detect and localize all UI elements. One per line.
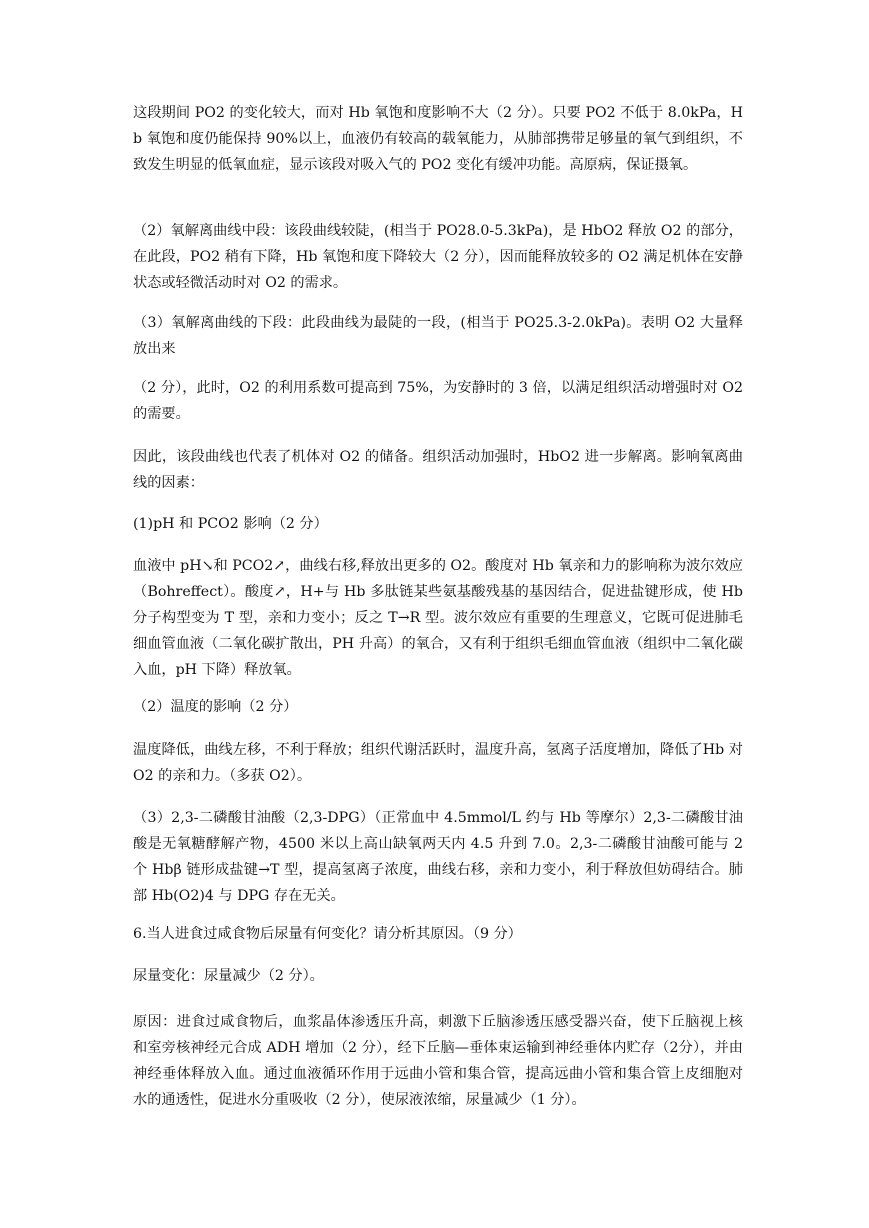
paragraph-oxygen-lower-segment: （3）氧解离曲线的下段：此段曲线为最陡的一段，(相当于 PO25.3-2.0kPa)。表明 O2 大量释放出来 [133,315,743,357]
paragraph-temperature: 温度降低，曲线左移，不利于释放；组织代谢活跃时，温度升高，氢离子活度增加，降低了Hb 对 O2 的亲和力。（多获 O2）。 [133,742,743,784]
paragraph-oxygen-middle-segment: （2）氧解离曲线中段：该段曲线较陡，(相当于 PO28.0-5.3kPa)，是 HbO2 释放 O2 的部分，在此段，PO2 稍有下降，Hb 氧饱和度下降较大（2 分），因而能释放较多的 O2 满足机体在安静状态或轻微活动时对 O2 的需求。 [133,223,743,291]
question-6: 6.当人进食过咸食物后尿量有何变化？请分析其原因。（9 分） [133,926,522,942]
paragraph-oxygen-reserve: 因此，该段曲线也代表了机体对 O2 的储备。组织活动加强时，HbO2 进一步解离。影响氧离曲线的因素： [133,449,743,491]
paragraph-bohr-effect: 血液中 pH↘和 PCO2↗，曲线右移,释放出更多的 O2。酸度对 Hb 氧亲和力的影响称为波尔效应（Bohreffect）。酸度↗，H+与 Hb 多肽链某些氨基酸残基的基因结合，促进盐键形成，使 Hb 分子构型变为 T 型，亲和力变小；反之 T→R 型。波尔效应有重要的生理意义，它既可促进肺毛细血管血液（二氧化碳扩散出，PH 升高）的氧合，又有利于组织毛细血管血液（组织中二氧化碳入血，pH 下降）释放氧。 [133,558,743,678]
heading-ph-pco2: (1)pH 和 PCO2 影响（2 分） [133,516,328,532]
paragraph-oxygen-upper-segment: 这段期间 PO2 的变化较大，而对 Hb 氧饱和度影响不大（2 分）。只要 PO2 不低于 8.0kPa，Hb 氧饱和度仍能保持 90%以上，血液仍有较高的载氧能力，从肺部携带足够量的氧气到组织，不致发生明显的低氧血症，显示该段对吸入气的 PO2 变化有缓冲功能。高原病，保证摄氧。 [133,105,743,173]
paragraph-23-dpg: （3）2,3-二磷酸甘油酸（2,3-DPG）（正常血中 4.5mmol/L 约与 Hb 等摩尔）2,3-二磷酸甘油酸是无氧糖酵解产物，4500 米以上高山缺氧两天内 4.5 升到 7.0。2,3-二磷酸甘油酸可能与 2 个 Hbβ 链形成盐键→T 型，提高氢离子浓度，曲线右移，亲和力变小，利于释放但妨碍结合。肺部 Hb(O2)4 与 DPG 存在无关。 [133,810,743,904]
paragraph-utilization-coefficient: （2 分），此时，O2 的利用系数可提高到 75%，为安静时的 3 倍，以满足组织活动增强时对 O2 的需要。 [133,380,743,422]
answer-reason: 原因：进食过咸食物后，血浆晶体渗透压升高，刺激下丘脑渗透压感受器兴奋，使下丘脑视上核和室旁核神经元合成 ADH 增加（2 分），经下丘脑—垂体束运输到神经垂体内贮存（2分），并由神经垂体释放入血。通过血液循环作用于远曲小管和集合管，提高远曲小管和集合管上皮细胞对水的通透性，促进水分重吸收（2 分），使尿液浓缩，尿量减少（1 分）。 [133,1014,743,1108]
answer-urine-change: 尿量变化：尿量减少（2 分）。 [133,968,324,984]
heading-temperature: （2）温度的影响（2 分） [133,699,298,715]
